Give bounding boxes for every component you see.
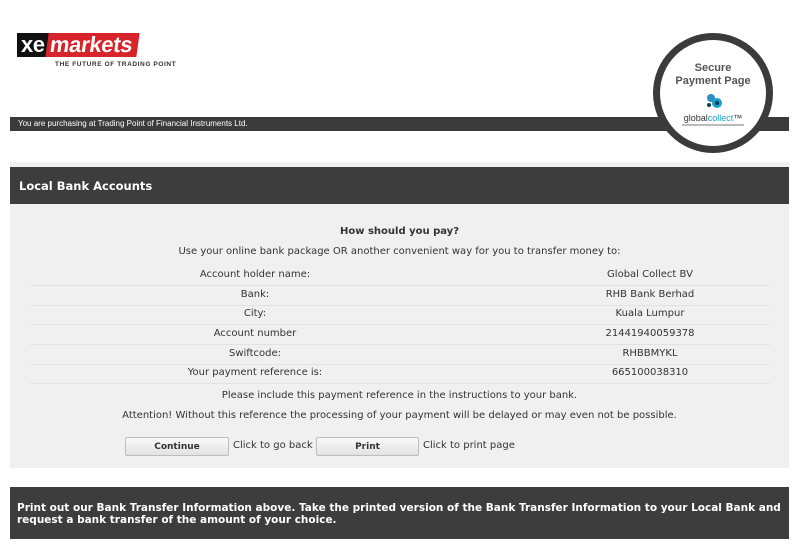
footer-text: Print out our Bank Transfer Information above. Take the printed version of the Bank Transfer Information to your Local Bank and request a bank transfer of the amount of your choice.: [17, 502, 781, 526]
field-label: City:: [243, 308, 267, 319]
globalcollect-wordmark: [660, 113, 766, 123]
field-label: Your payment reference is:: [187, 367, 323, 378]
print-hint: Click to print page: [423, 440, 515, 451]
logo-xe-text: xe: [17, 33, 50, 57]
badge-subline: [682, 124, 744, 126]
field-value: Global Collect BV: [607, 269, 693, 280]
print-button[interactable]: Print: [316, 437, 419, 456]
field-label: Bank:: [240, 289, 270, 300]
logo-tagline: THE FUTURE OF TRADING POINT: [55, 61, 177, 68]
logo-markets-text: markets: [46, 33, 141, 57]
field-row: [30, 266, 770, 286]
globalcollect-logo-icon: [705, 92, 723, 110]
badge-title-line2: Payment Page: [675, 75, 751, 87]
field-value: 21441940059378: [605, 328, 695, 339]
badge-brand-b: collect: [707, 113, 734, 123]
instructions-footer: [10, 487, 789, 539]
field-row: [30, 364, 770, 384]
field-label: Account holder name:: [199, 269, 311, 280]
purchase-notice: You are purchasing at Trading Point of Financial Instruments Ltd.: [18, 119, 248, 128]
field-row: [30, 345, 770, 365]
continue-button[interactable]: Continue: [125, 437, 229, 456]
field-value: RHB Bank Berhad: [605, 289, 695, 300]
panel-header: [10, 167, 789, 204]
secure-payment-badge: [653, 33, 773, 153]
field-row: [30, 325, 770, 345]
include-reference-note: Please include this payment reference in the instructions to your bank.: [221, 390, 578, 401]
payment-reference-value: 665100038310: [611, 367, 689, 378]
panel-title: Local Bank Accounts: [19, 179, 153, 193]
field-value: RHBBMYKL: [622, 348, 678, 359]
xe-markets-logo: [17, 33, 177, 71]
transfer-intro: Use your online bank package OR another convenient way for you to transfer money to:: [178, 246, 621, 257]
badge-brand-a: global: [683, 113, 708, 123]
attention-note: Attention! Without this reference the processing of your payment will be delayed or may even not be possible.: [122, 410, 677, 421]
field-label: Account number: [213, 328, 297, 339]
field-value: Kuala Lumpur: [615, 308, 685, 319]
badge-title: [660, 62, 766, 88]
field-row: [30, 305, 770, 325]
payment-question: How should you pay?: [340, 226, 459, 237]
field-row: [30, 286, 770, 306]
continue-hint: Click to go back: [233, 440, 313, 451]
field-label: Swiftcode:: [228, 348, 282, 359]
badge-brand-tm: ™: [733, 113, 743, 123]
badge-title-line1: Secure: [694, 62, 732, 74]
